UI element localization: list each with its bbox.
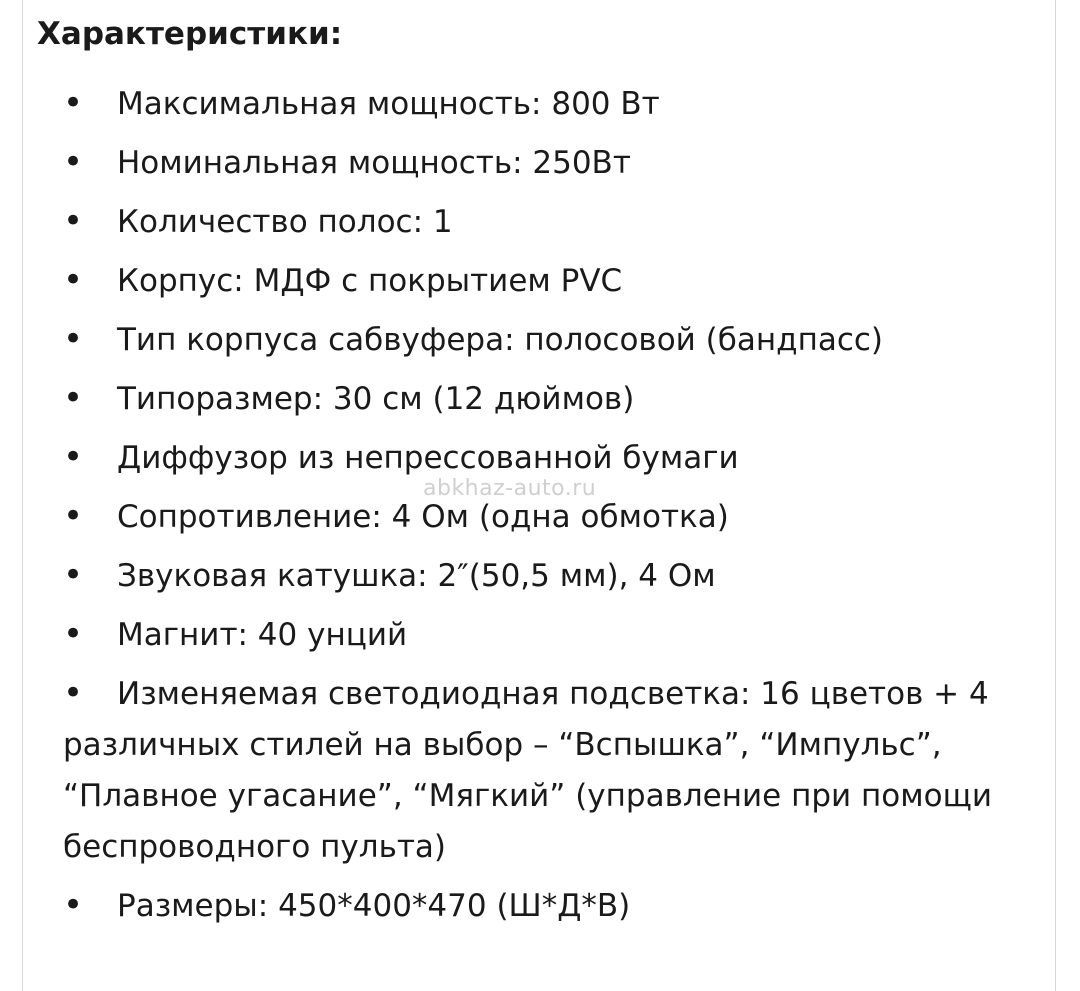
spec-text: Звуковая катушка: 2″(50,5 мм), 4 Ом xyxy=(117,558,716,594)
spec-text: Типоразмер: 30 см (12 дюймов) xyxy=(117,381,635,417)
bullet-icon: • xyxy=(63,142,84,182)
spec-text: Диффузор из непрессованной бумаги xyxy=(117,440,739,476)
spec-text: Размеры: 450*400*470 (Ш*Д*В) xyxy=(117,888,631,924)
spec-text: Номинальная мощность: 250Вт xyxy=(117,145,631,181)
bullet-icon: • xyxy=(63,555,84,595)
bullet-icon: • xyxy=(63,319,84,359)
spec-item-dimensions xyxy=(63,880,1023,932)
section-heading: Характеристики: xyxy=(37,16,343,52)
spec-item-nominal-power xyxy=(63,137,1023,189)
spec-item-magnet xyxy=(63,609,1023,661)
spec-item-enclosure-type xyxy=(63,314,1023,366)
spec-text: Максимальная мощность: 800 Вт xyxy=(117,86,660,122)
bullet-icon: • xyxy=(63,437,84,477)
spec-item-max-power xyxy=(63,78,1023,130)
bullet-icon: • xyxy=(63,378,84,418)
spec-text: Корпус: МДФ с покрытием PVC xyxy=(117,263,623,299)
bullet-icon: • xyxy=(63,260,84,300)
spec-text: Изменяемая светодиодная подсветка: 16 цветов + 4 различных стилей на выбор – “Вспышка”, “Импульс”, “Плавное угасание”, “Мягкий” (управление при помощи беспроводного пульта) xyxy=(63,676,992,865)
spec-item-bands xyxy=(63,196,1023,248)
bullet-icon: • xyxy=(63,496,84,536)
spec-text: Количество полос: 1 xyxy=(117,204,453,240)
spec-text: Сопротивление: 4 Ом (одна обмотка) xyxy=(117,499,729,535)
bullet-icon: • xyxy=(63,673,84,713)
spec-item-body xyxy=(63,255,1023,307)
spec-item-voice-coil xyxy=(63,550,1023,602)
watermark: abkhaz-auto.ru xyxy=(423,476,597,501)
spec-list xyxy=(63,78,1023,939)
bullet-icon: • xyxy=(63,83,84,123)
bullet-icon: • xyxy=(63,614,84,654)
spec-item-led-lighting xyxy=(63,668,993,873)
bullet-icon: • xyxy=(63,201,84,241)
content-card xyxy=(22,0,1056,991)
spec-item-size xyxy=(63,373,1023,425)
spec-text: Тип корпуса сабвуфера: полосовой (бандпасс) xyxy=(117,322,884,358)
spec-text: Магнит: 40 унций xyxy=(117,617,408,653)
bullet-icon: • xyxy=(63,885,84,925)
